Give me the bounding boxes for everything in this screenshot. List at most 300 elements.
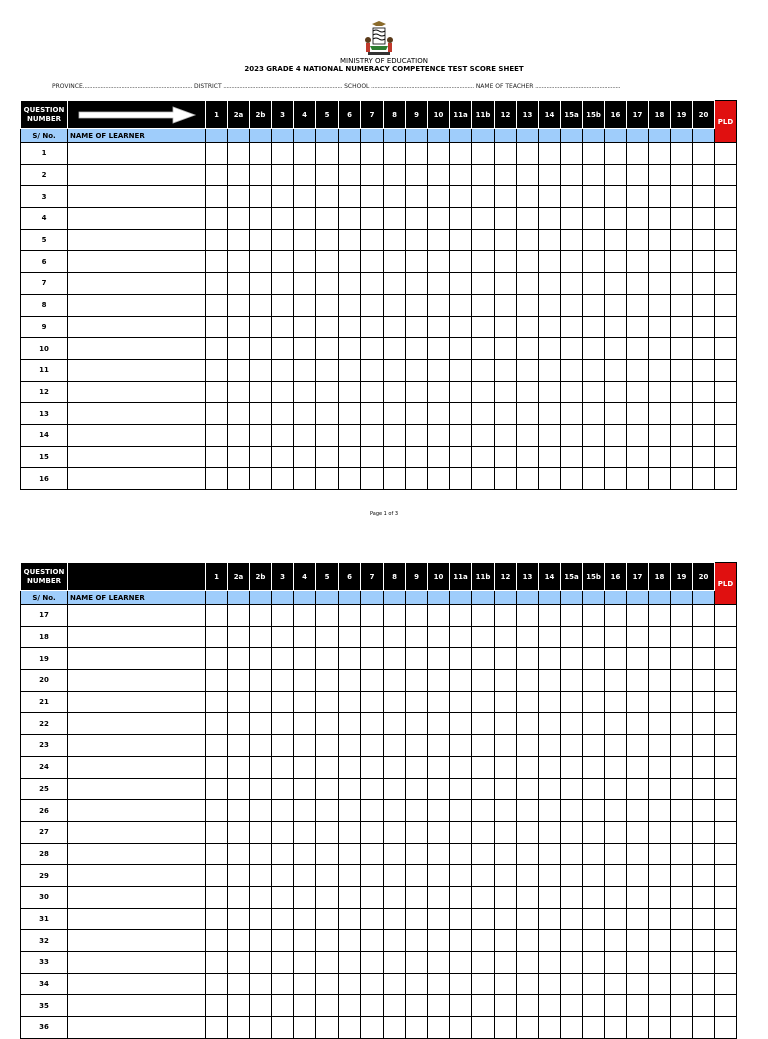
score-cell[interactable] (583, 186, 605, 208)
score-cell[interactable] (472, 908, 495, 930)
score-cell[interactable] (649, 930, 671, 952)
score-cell[interactable] (250, 338, 272, 360)
score-cell[interactable] (294, 691, 316, 713)
score-cell[interactable] (206, 648, 228, 670)
score-cell[interactable] (384, 691, 406, 713)
score-cell[interactable] (272, 886, 294, 908)
score-cell[interactable] (693, 605, 715, 627)
score-cell[interactable] (206, 468, 228, 490)
score-cell[interactable] (228, 186, 250, 208)
score-cell[interactable] (339, 843, 361, 865)
score-cell[interactable] (406, 316, 428, 338)
score-cell[interactable] (583, 294, 605, 316)
score-cell[interactable] (384, 605, 406, 627)
learner-name-cell[interactable] (68, 670, 206, 692)
learner-name-cell[interactable] (68, 626, 206, 648)
score-cell[interactable] (450, 164, 472, 186)
learner-name-cell[interactable] (68, 605, 206, 627)
score-cell[interactable] (450, 403, 472, 425)
score-cell[interactable] (450, 338, 472, 360)
score-cell[interactable] (250, 865, 272, 887)
score-cell[interactable] (316, 843, 339, 865)
score-cell[interactable] (228, 208, 250, 230)
score-cell[interactable] (472, 186, 495, 208)
score-cell[interactable] (339, 446, 361, 468)
score-cell[interactable] (206, 952, 228, 974)
score-cell[interactable] (605, 670, 627, 692)
score-cell[interactable] (428, 865, 450, 887)
pld-cell[interactable] (715, 713, 737, 735)
score-cell[interactable] (450, 691, 472, 713)
score-cell[interactable] (605, 251, 627, 273)
score-cell[interactable] (361, 821, 384, 843)
score-cell[interactable] (339, 294, 361, 316)
score-cell[interactable] (294, 908, 316, 930)
score-cell[interactable] (561, 143, 583, 165)
score-cell[interactable] (272, 359, 294, 381)
score-cell[interactable] (272, 338, 294, 360)
score-cell[interactable] (649, 316, 671, 338)
pld-cell[interactable] (715, 973, 737, 995)
score-cell[interactable] (206, 995, 228, 1017)
score-cell[interactable] (361, 995, 384, 1017)
pld-cell[interactable] (715, 908, 737, 930)
score-cell[interactable] (361, 691, 384, 713)
score-cell[interactable] (517, 208, 539, 230)
score-cell[interactable] (495, 778, 517, 800)
score-cell[interactable] (272, 1017, 294, 1039)
score-cell[interactable] (316, 446, 339, 468)
score-cell[interactable] (450, 865, 472, 887)
score-cell[interactable] (495, 865, 517, 887)
score-cell[interactable] (250, 446, 272, 468)
score-cell[interactable] (649, 626, 671, 648)
score-cell[interactable] (583, 164, 605, 186)
score-cell[interactable] (316, 886, 339, 908)
score-cell[interactable] (228, 359, 250, 381)
pld-cell[interactable] (715, 605, 737, 627)
score-cell[interactable] (406, 605, 428, 627)
score-cell[interactable] (316, 381, 339, 403)
score-cell[interactable] (671, 605, 693, 627)
score-cell[interactable] (316, 338, 339, 360)
score-cell[interactable] (428, 229, 450, 251)
score-cell[interactable] (272, 605, 294, 627)
score-cell[interactable] (539, 800, 561, 822)
score-cell[interactable] (406, 952, 428, 974)
score-cell[interactable] (339, 1017, 361, 1039)
score-cell[interactable] (384, 294, 406, 316)
pld-cell[interactable] (715, 735, 737, 757)
score-cell[interactable] (250, 208, 272, 230)
score-cell[interactable] (495, 186, 517, 208)
score-cell[interactable] (605, 403, 627, 425)
score-cell[interactable] (406, 1017, 428, 1039)
score-cell[interactable] (316, 424, 339, 446)
score-cell[interactable] (206, 381, 228, 403)
score-cell[interactable] (206, 229, 228, 251)
score-cell[interactable] (272, 756, 294, 778)
score-cell[interactable] (361, 468, 384, 490)
score-cell[interactable] (561, 908, 583, 930)
score-cell[interactable] (539, 446, 561, 468)
score-cell[interactable] (671, 735, 693, 757)
score-cell[interactable] (472, 1017, 495, 1039)
score-cell[interactable] (627, 713, 649, 735)
score-cell[interactable] (627, 273, 649, 295)
score-cell[interactable] (272, 843, 294, 865)
score-cell[interactable] (539, 930, 561, 952)
score-cell[interactable] (693, 735, 715, 757)
score-cell[interactable] (361, 648, 384, 670)
score-cell[interactable] (406, 424, 428, 446)
score-cell[interactable] (450, 605, 472, 627)
score-cell[interactable] (627, 930, 649, 952)
score-cell[interactable] (250, 316, 272, 338)
score-cell[interactable] (561, 446, 583, 468)
score-cell[interactable] (272, 865, 294, 887)
score-cell[interactable] (561, 605, 583, 627)
score-cell[interactable] (649, 381, 671, 403)
learner-name-cell[interactable] (68, 952, 206, 974)
score-cell[interactable] (627, 208, 649, 230)
score-cell[interactable] (206, 713, 228, 735)
score-cell[interactable] (384, 713, 406, 735)
score-cell[interactable] (428, 424, 450, 446)
score-cell[interactable] (294, 713, 316, 735)
score-cell[interactable] (406, 403, 428, 425)
score-cell[interactable] (649, 886, 671, 908)
score-cell[interactable] (228, 164, 250, 186)
score-cell[interactable] (627, 735, 649, 757)
score-cell[interactable] (605, 865, 627, 887)
score-cell[interactable] (649, 424, 671, 446)
score-cell[interactable] (649, 865, 671, 887)
pld-cell[interactable] (715, 648, 737, 670)
score-cell[interactable] (693, 756, 715, 778)
score-cell[interactable] (361, 713, 384, 735)
score-cell[interactable] (450, 208, 472, 230)
score-cell[interactable] (294, 273, 316, 295)
score-cell[interactable] (539, 605, 561, 627)
score-cell[interactable] (428, 843, 450, 865)
score-cell[interactable] (472, 865, 495, 887)
score-cell[interactable] (517, 1017, 539, 1039)
score-cell[interactable] (627, 605, 649, 627)
score-cell[interactable] (671, 952, 693, 974)
score-cell[interactable] (472, 800, 495, 822)
score-cell[interactable] (316, 821, 339, 843)
score-cell[interactable] (272, 908, 294, 930)
score-cell[interactable] (339, 316, 361, 338)
score-cell[interactable] (517, 468, 539, 490)
pld-cell[interactable] (715, 952, 737, 974)
score-cell[interactable] (671, 995, 693, 1017)
score-cell[interactable] (228, 273, 250, 295)
score-cell[interactable] (206, 164, 228, 186)
score-cell[interactable] (649, 756, 671, 778)
score-cell[interactable] (206, 1017, 228, 1039)
learner-name-cell[interactable] (68, 468, 206, 490)
score-cell[interactable] (272, 648, 294, 670)
score-cell[interactable] (517, 843, 539, 865)
score-cell[interactable] (539, 778, 561, 800)
score-cell[interactable] (605, 468, 627, 490)
score-cell[interactable] (693, 713, 715, 735)
score-cell[interactable] (472, 626, 495, 648)
score-cell[interactable] (495, 821, 517, 843)
score-cell[interactable] (250, 908, 272, 930)
score-cell[interactable] (406, 865, 428, 887)
score-cell[interactable] (671, 648, 693, 670)
score-cell[interactable] (339, 424, 361, 446)
score-cell[interactable] (316, 468, 339, 490)
score-cell[interactable] (406, 468, 428, 490)
score-cell[interactable] (561, 735, 583, 757)
score-cell[interactable] (627, 143, 649, 165)
score-cell[interactable] (428, 186, 450, 208)
score-cell[interactable] (495, 670, 517, 692)
score-cell[interactable] (539, 208, 561, 230)
pld-cell[interactable] (715, 381, 737, 403)
score-cell[interactable] (450, 424, 472, 446)
score-cell[interactable] (294, 186, 316, 208)
score-cell[interactable] (517, 251, 539, 273)
score-cell[interactable] (605, 338, 627, 360)
score-cell[interactable] (517, 294, 539, 316)
score-cell[interactable] (339, 186, 361, 208)
score-cell[interactable] (206, 143, 228, 165)
learner-name-cell[interactable] (68, 338, 206, 360)
pld-cell[interactable] (715, 821, 737, 843)
score-cell[interactable] (384, 143, 406, 165)
score-cell[interactable] (228, 468, 250, 490)
score-cell[interactable] (649, 1017, 671, 1039)
score-cell[interactable] (693, 821, 715, 843)
score-cell[interactable] (649, 186, 671, 208)
score-cell[interactable] (693, 186, 715, 208)
score-cell[interactable] (294, 294, 316, 316)
score-cell[interactable] (428, 886, 450, 908)
score-cell[interactable] (272, 424, 294, 446)
score-cell[interactable] (250, 886, 272, 908)
score-cell[interactable] (294, 952, 316, 974)
score-cell[interactable] (228, 930, 250, 952)
score-cell[interactable] (605, 800, 627, 822)
score-cell[interactable] (272, 973, 294, 995)
score-cell[interactable] (250, 756, 272, 778)
score-cell[interactable] (428, 446, 450, 468)
score-cell[interactable] (693, 930, 715, 952)
score-cell[interactable] (206, 605, 228, 627)
score-cell[interactable] (671, 446, 693, 468)
score-cell[interactable] (250, 1017, 272, 1039)
score-cell[interactable] (250, 143, 272, 165)
score-cell[interactable] (539, 273, 561, 295)
learner-name-cell[interactable] (68, 359, 206, 381)
score-cell[interactable] (428, 821, 450, 843)
score-cell[interactable] (649, 468, 671, 490)
score-cell[interactable] (406, 164, 428, 186)
score-cell[interactable] (605, 930, 627, 952)
score-cell[interactable] (316, 973, 339, 995)
score-cell[interactable] (384, 865, 406, 887)
score-cell[interactable] (272, 381, 294, 403)
score-cell[interactable] (272, 713, 294, 735)
score-cell[interactable] (693, 338, 715, 360)
score-cell[interactable] (316, 908, 339, 930)
score-cell[interactable] (583, 756, 605, 778)
score-cell[interactable] (649, 843, 671, 865)
score-cell[interactable] (517, 670, 539, 692)
score-cell[interactable] (339, 865, 361, 887)
score-cell[interactable] (671, 930, 693, 952)
score-cell[interactable] (539, 186, 561, 208)
score-cell[interactable] (583, 865, 605, 887)
pld-cell[interactable] (715, 403, 737, 425)
pld-cell[interactable] (715, 316, 737, 338)
score-cell[interactable] (539, 973, 561, 995)
score-cell[interactable] (472, 735, 495, 757)
score-cell[interactable] (272, 930, 294, 952)
score-cell[interactable] (428, 626, 450, 648)
score-cell[interactable] (339, 338, 361, 360)
score-cell[interactable] (583, 359, 605, 381)
score-cell[interactable] (671, 338, 693, 360)
score-cell[interactable] (339, 381, 361, 403)
score-cell[interactable] (206, 735, 228, 757)
score-cell[interactable] (339, 164, 361, 186)
score-cell[interactable] (517, 952, 539, 974)
score-cell[interactable] (316, 1017, 339, 1039)
score-cell[interactable] (539, 648, 561, 670)
score-cell[interactable] (450, 273, 472, 295)
score-cell[interactable] (384, 930, 406, 952)
score-cell[interactable] (605, 605, 627, 627)
score-cell[interactable] (539, 143, 561, 165)
score-cell[interactable] (384, 208, 406, 230)
score-cell[interactable] (294, 756, 316, 778)
score-cell[interactable] (450, 973, 472, 995)
score-cell[interactable] (206, 338, 228, 360)
score-cell[interactable] (517, 316, 539, 338)
score-cell[interactable] (649, 251, 671, 273)
score-cell[interactable] (250, 713, 272, 735)
score-cell[interactable] (450, 648, 472, 670)
score-cell[interactable] (517, 164, 539, 186)
score-cell[interactable] (384, 164, 406, 186)
score-cell[interactable] (428, 908, 450, 930)
score-cell[interactable] (693, 1017, 715, 1039)
score-cell[interactable] (450, 713, 472, 735)
score-cell[interactable] (250, 186, 272, 208)
score-cell[interactable] (495, 208, 517, 230)
score-cell[interactable] (495, 338, 517, 360)
score-cell[interactable] (495, 973, 517, 995)
score-cell[interactable] (406, 648, 428, 670)
score-cell[interactable] (428, 403, 450, 425)
score-cell[interactable] (294, 995, 316, 1017)
score-cell[interactable] (206, 843, 228, 865)
score-cell[interactable] (495, 691, 517, 713)
score-cell[interactable] (495, 164, 517, 186)
score-cell[interactable] (472, 446, 495, 468)
score-cell[interactable] (428, 381, 450, 403)
score-cell[interactable] (294, 338, 316, 360)
score-cell[interactable] (649, 800, 671, 822)
score-cell[interactable] (272, 778, 294, 800)
score-cell[interactable] (228, 713, 250, 735)
learner-name-cell[interactable] (68, 143, 206, 165)
score-cell[interactable] (384, 670, 406, 692)
score-cell[interactable] (583, 1017, 605, 1039)
score-cell[interactable] (627, 626, 649, 648)
score-cell[interactable] (339, 821, 361, 843)
score-cell[interactable] (361, 973, 384, 995)
score-cell[interactable] (671, 886, 693, 908)
score-cell[interactable] (428, 800, 450, 822)
score-cell[interactable] (250, 952, 272, 974)
score-cell[interactable] (671, 973, 693, 995)
learner-name-cell[interactable] (68, 229, 206, 251)
score-cell[interactable] (561, 468, 583, 490)
score-cell[interactable] (450, 821, 472, 843)
score-cell[interactable] (472, 143, 495, 165)
score-cell[interactable] (206, 800, 228, 822)
score-cell[interactable] (384, 800, 406, 822)
score-cell[interactable] (339, 952, 361, 974)
score-cell[interactable] (428, 338, 450, 360)
score-cell[interactable] (228, 821, 250, 843)
score-cell[interactable] (294, 930, 316, 952)
score-cell[interactable] (627, 359, 649, 381)
score-cell[interactable] (583, 691, 605, 713)
score-cell[interactable] (605, 424, 627, 446)
score-cell[interactable] (384, 821, 406, 843)
score-cell[interactable] (693, 143, 715, 165)
score-cell[interactable] (517, 605, 539, 627)
score-cell[interactable] (472, 778, 495, 800)
score-cell[interactable] (627, 381, 649, 403)
score-cell[interactable] (450, 886, 472, 908)
score-cell[interactable] (316, 273, 339, 295)
score-cell[interactable] (450, 908, 472, 930)
learner-name-cell[interactable] (68, 800, 206, 822)
score-cell[interactable] (561, 403, 583, 425)
score-cell[interactable] (693, 800, 715, 822)
score-cell[interactable] (316, 713, 339, 735)
score-cell[interactable] (539, 381, 561, 403)
score-cell[interactable] (671, 843, 693, 865)
score-cell[interactable] (428, 208, 450, 230)
score-cell[interactable] (361, 338, 384, 360)
score-cell[interactable] (517, 735, 539, 757)
score-cell[interactable] (693, 843, 715, 865)
learner-name-cell[interactable] (68, 648, 206, 670)
score-cell[interactable] (361, 424, 384, 446)
score-cell[interactable] (272, 294, 294, 316)
score-cell[interactable] (339, 229, 361, 251)
score-cell[interactable] (671, 756, 693, 778)
score-cell[interactable] (450, 930, 472, 952)
score-cell[interactable] (605, 973, 627, 995)
learner-name-cell[interactable] (68, 886, 206, 908)
score-cell[interactable] (517, 908, 539, 930)
score-cell[interactable] (384, 886, 406, 908)
score-cell[interactable] (495, 1017, 517, 1039)
score-cell[interactable] (583, 273, 605, 295)
score-cell[interactable] (206, 886, 228, 908)
